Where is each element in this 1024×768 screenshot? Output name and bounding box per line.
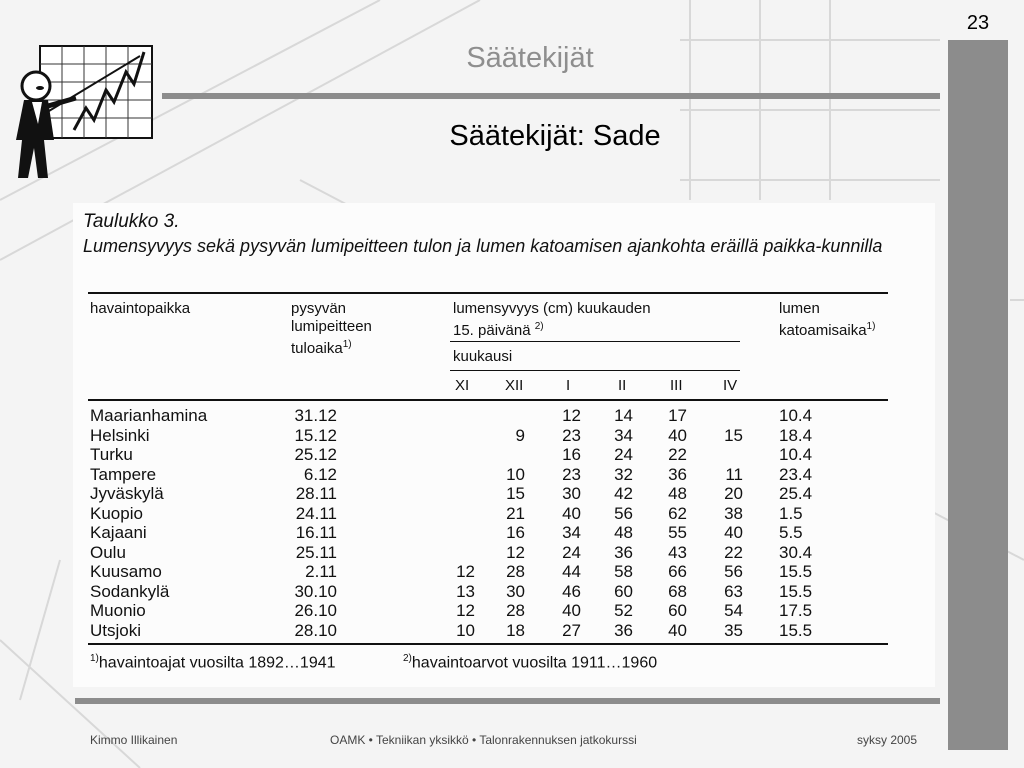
footnote-1 — [90, 653, 336, 672]
header-month-xii: XII — [505, 377, 524, 394]
cell-place: Utsjoki — [90, 620, 142, 640]
cell-thaw: 25.4 — [779, 484, 813, 503]
cell-iii: 60 — [668, 601, 687, 620]
table-row — [73, 562, 935, 581]
header-thaw-note: 1) — [866, 321, 876, 332]
cell-ii: 34 — [614, 425, 633, 445]
cell-thaw: 23.4 — [779, 464, 813, 484]
cell-thaw: 15.5 — [779, 620, 813, 640]
cell-thaw: 30.4 — [779, 542, 813, 562]
cell-iii: 17 — [668, 406, 687, 425]
cell-place: Kuopio — [90, 503, 143, 523]
slide-subtitle: Säätekijät: Sade — [449, 120, 661, 152]
cell-i: 46 — [562, 581, 581, 601]
cell-i: 23 — [562, 425, 581, 445]
table-row — [73, 484, 935, 503]
table-top-rule — [88, 292, 888, 294]
table-row — [73, 426, 935, 445]
right-sidebar-bar — [948, 40, 1008, 750]
cell-place: Turku — [90, 445, 133, 464]
table-bottom-rule — [88, 643, 888, 645]
header-thaw — [779, 300, 875, 340]
cell-i: 34 — [562, 523, 581, 542]
cell-place: Tampere — [90, 464, 157, 484]
cell-iv: 11 — [725, 464, 743, 484]
footer-course: OAMK • Tekniikan yksikkö • Talonrakennuksen jatkokurssi — [330, 733, 637, 747]
header-depth-line2: 15. päivänä — [453, 322, 531, 339]
cell-arrival: 31.12 — [294, 406, 337, 425]
header-bottom-rule — [88, 399, 888, 401]
cell-iv: 22 — [724, 542, 743, 562]
cell-xii: 21 — [506, 503, 525, 523]
header-depth — [453, 300, 651, 340]
cell-i: 40 — [562, 503, 581, 523]
cell-i: 40 — [562, 601, 581, 620]
cell-i: 44 — [562, 562, 581, 581]
header-thaw-line1: lumen — [779, 300, 820, 317]
cell-xii: 12 — [506, 542, 525, 562]
footer-author: Kimmo Illikainen — [90, 733, 178, 747]
cell-iii: 40 — [668, 425, 687, 445]
header-month-xi: XI — [455, 377, 470, 394]
table-row — [73, 523, 935, 542]
table-row — [73, 601, 935, 620]
table-caption: Lumensyvyys sekä pysyvän lumipeitteen tulon ja lumen katoamisen ajankohta eräillä paikka-kunnilla — [83, 236, 883, 256]
cell-thaw: 15.5 — [779, 581, 813, 601]
cell-arrival: 24.11 — [295, 503, 337, 523]
table-label: Taulukko 3. — [83, 211, 180, 232]
table-row — [73, 465, 935, 484]
table-row — [73, 406, 935, 425]
header-month-i: I — [566, 377, 571, 394]
cell-iii: 43 — [668, 542, 687, 562]
header-arrival-line1: pysyvän — [291, 300, 347, 317]
cell-place: Muonio — [90, 601, 146, 620]
cell-i: 16 — [562, 445, 581, 464]
cell-xi: 10 — [456, 620, 475, 640]
cell-xii: 28 — [506, 601, 525, 620]
cell-iv: 38 — [724, 503, 743, 523]
header-depth-note: 2) — [534, 321, 544, 332]
cell-i: 12 — [562, 406, 581, 425]
cell-thaw: 5.5 — [779, 523, 803, 542]
table-row — [73, 621, 935, 640]
cell-ii: 48 — [614, 523, 633, 542]
footer-divider — [75, 698, 940, 704]
cell-ii: 56 — [614, 503, 633, 523]
footnote-2 — [403, 653, 657, 672]
cell-place: Kajaani — [90, 523, 147, 542]
footnote-2-text: havaintoarvot vuosilta 1911…1960 — [411, 654, 658, 672]
cell-thaw: 1.5 — [779, 503, 803, 523]
header-month-iv: IV — [723, 377, 738, 394]
cell-place: Helsinki — [90, 425, 150, 445]
snow-depth-table — [73, 203, 935, 687]
cell-xii: 15 — [506, 484, 525, 503]
cell-place: Maarianhamina — [90, 406, 208, 425]
cell-i: 23 — [562, 464, 581, 484]
cell-ii: 60 — [614, 581, 633, 601]
footnote-1-text: havaintoajat vuosilta 1892…1941 — [98, 654, 336, 672]
table-row — [73, 504, 935, 523]
cell-arrival: 15.12 — [294, 425, 337, 445]
cell-arrival: 25.11 — [295, 542, 337, 562]
cell-iii: 48 — [668, 484, 687, 503]
cell-iii: 22 — [668, 445, 687, 464]
cell-thaw: 17.5 — [779, 601, 813, 620]
cell-i: 30 — [562, 484, 581, 503]
cell-xii: 30 — [506, 581, 525, 601]
cell-ii: 52 — [614, 601, 633, 620]
footnote-2-mark: 2) — [403, 653, 412, 664]
header-depth-rule — [450, 341, 740, 342]
cell-ii: 14 — [614, 406, 633, 425]
cell-xii: 16 — [506, 523, 525, 542]
slide-title: Säätekijät — [466, 42, 594, 74]
cell-ii: 36 — [614, 620, 633, 640]
cell-iv: 20 — [724, 484, 743, 503]
header-arrival-line2: lumipeitteen — [291, 318, 372, 335]
cell-ii: 42 — [614, 484, 633, 503]
cell-arrival: 25.12 — [294, 445, 337, 464]
cell-iii: 36 — [668, 464, 687, 484]
cell-iv: 54 — [724, 601, 743, 620]
cell-xi: 13 — [456, 581, 475, 601]
header-thaw-line2: katoamisaika — [779, 322, 867, 339]
cell-arrival: 28.11 — [295, 484, 337, 503]
header-month-ii: II — [618, 377, 627, 394]
cell-i: 27 — [562, 620, 581, 640]
header-place: havaintopaikka — [90, 300, 191, 317]
cell-iv: 56 — [724, 562, 743, 581]
header-depth-line1: lumensyvyys (cm) kuukauden — [453, 300, 651, 317]
cell-arrival: 16.11 — [295, 523, 337, 542]
cell-arrival: 30.10 — [294, 581, 337, 601]
table-row — [73, 543, 935, 562]
cell-arrival: 6.12 — [303, 464, 337, 484]
header-month-iii: III — [670, 377, 683, 394]
cell-iv: 40 — [724, 523, 743, 542]
header-month-rule — [450, 370, 740, 371]
cell-iii: 66 — [668, 562, 687, 581]
table-row — [73, 445, 935, 464]
table-row — [73, 582, 935, 601]
cell-ii: 36 — [614, 542, 633, 562]
cell-thaw: 18.4 — [779, 425, 813, 445]
cell-xii: 28 — [506, 562, 525, 581]
cell-iii: 55 — [668, 523, 687, 542]
cell-xi: 12 — [456, 601, 475, 620]
header-month: kuukausi — [453, 348, 513, 365]
cell-iv: 35 — [724, 620, 743, 640]
cell-iii: 62 — [668, 503, 687, 523]
cell-place: Jyväskylä — [90, 484, 164, 503]
cell-iv: 63 — [724, 581, 743, 601]
cell-thaw: 15.5 — [779, 562, 813, 581]
cell-arrival: 26.10 — [294, 601, 337, 620]
cell-place: Sodankylä — [90, 581, 170, 601]
cell-xii: 10 — [506, 464, 525, 484]
cell-iii: 40 — [668, 620, 687, 640]
cell-ii: 24 — [614, 445, 633, 464]
cell-ii: 32 — [614, 464, 633, 484]
cell-thaw: 10.4 — [779, 406, 813, 425]
footnote-1-mark: 1) — [90, 653, 99, 664]
cell-place: Oulu — [90, 542, 126, 562]
title-divider — [162, 93, 940, 99]
cell-i: 24 — [562, 542, 581, 562]
footer-date: syksy 2005 — [857, 733, 918, 747]
cell-place: Kuusamo — [90, 562, 162, 581]
cell-iii: 68 — [668, 581, 687, 601]
header-arrival-line3: tuloaika — [291, 340, 343, 357]
cell-arrival: 2.11 — [305, 562, 337, 581]
cell-xii: 9 — [515, 425, 525, 445]
cell-xii: 18 — [506, 620, 525, 640]
slide-number: 23 — [966, 12, 990, 34]
cell-xi: 12 — [456, 562, 475, 581]
header-arrival — [291, 300, 372, 358]
header-arrival-note: 1) — [342, 339, 352, 350]
cell-arrival: 28.10 — [294, 620, 337, 640]
cell-iv: 15 — [724, 425, 743, 445]
cell-thaw: 10.4 — [779, 445, 813, 464]
cell-ii: 58 — [614, 562, 633, 581]
presenter-chart-icon — [14, 44, 156, 180]
